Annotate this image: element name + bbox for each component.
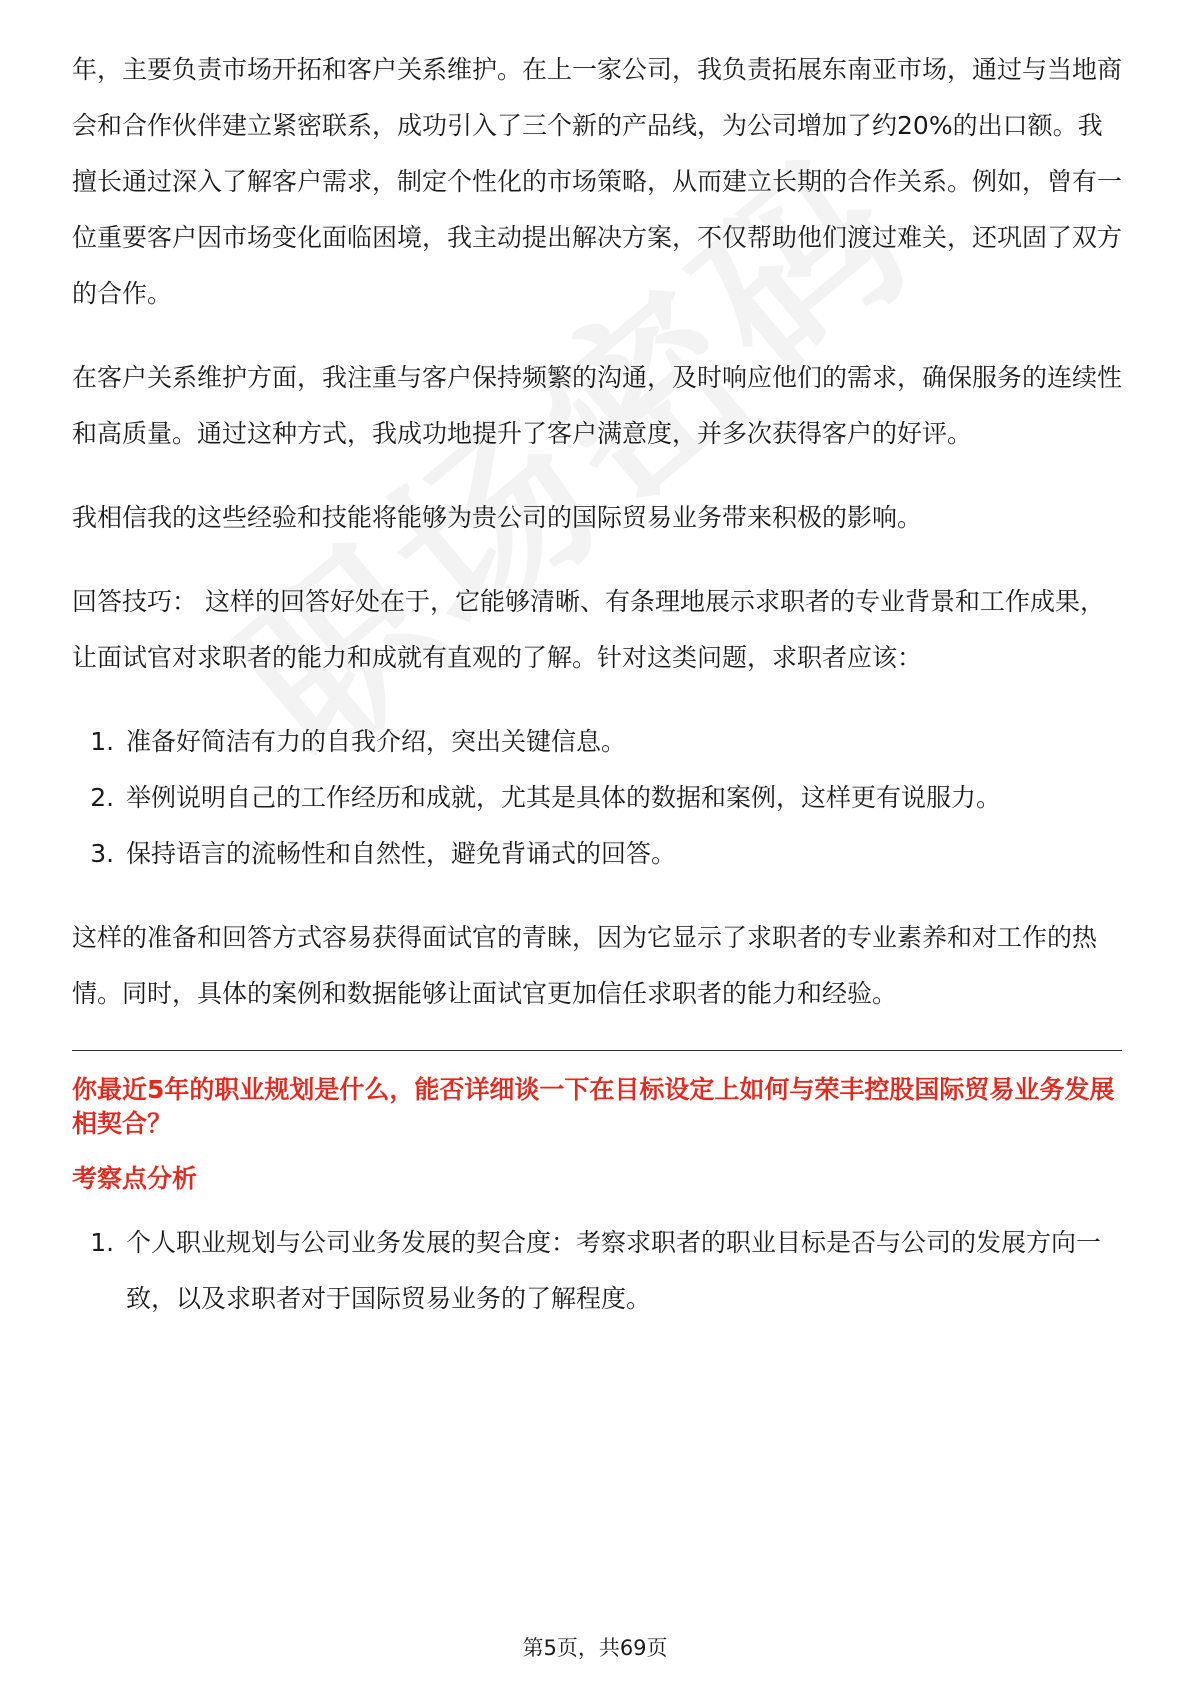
- analysis-heading: 考察点分析: [72, 1164, 198, 1193]
- answer-paragraph-experience: 年，主要负责市场开拓和客户关系维护。在上一家公司，我负责拓展东南亚市场，通过与当地商会和合作伙伴建立紧密联系，成功引入了三个新的产品线，为公司增加了约20%的出口额。我擅长通过深入了解客户需求，制定个性化的市场策略，从而建立长期的合作关系。例如，曾有一位重要客户因市场变化面临困境，我主动提出解决方案，不仅帮助他们渡过难关，还巩固了双方的合作。: [72, 55, 1123, 308]
- interview-question: 你最近5年的职业规划是什么，能否详细谈一下在目标设定上如何与荣丰控股国际贸易业务发展相契合？: [72, 1075, 1115, 1138]
- answer-paragraph-client-relations: 在客户关系维护方面，我注重与客户保持频繁的沟通，及时响应他们的需求，确保服务的连续性和高质量。通过这种方式，我成功地提升了客户满意度，并多次获得客户的好评。: [72, 363, 1123, 448]
- answer-paragraph-conclusion: 我相信我的这些经验和技能将能够为贵公司的国际贸易业务带来积极的影响。: [72, 503, 923, 532]
- list-item: 2. 举例说明自己的工作经历和成就，尤其是具体的数据和案例，这样更有说服力。: [122, 770, 1122, 826]
- closing-paragraph: 这样的准备和回答方式容易获得面试官的青睐，因为它显示了求职者的专业素养和对工作的热情。同时，具体的案例和数据能够让面试官更加信任求职者的能力和经验。: [72, 923, 1098, 1008]
- page-number: 第5页，共69页: [522, 1636, 668, 1660]
- document-body: [72, 42, 1122, 1355]
- answer-tips-intro: 回答技巧： 这样的回答好处在于，它能够清晰、有条理地展示求职者的专业背景和工作成果，让面试官对求职者的能力和成就有直观的了解。针对这类问题，求职者应该：: [72, 587, 1105, 672]
- analysis-list: [72, 1215, 1122, 1327]
- section-divider: [72, 1050, 1122, 1051]
- list-item: 1. 个人职业规划与公司业务发展的契合度：考察求职者的职业目标是否与公司的发展方向一致，以及求职者对于国际贸易业务的了解程度。: [122, 1215, 1122, 1327]
- list-item: 3. 保持语言的流畅性和自然性，避免背诵式的回答。: [122, 826, 1122, 882]
- list-item: 1. 准备好简洁有力的自我介绍，突出关键信息。: [122, 714, 1122, 770]
- tips-list: [72, 714, 1122, 882]
